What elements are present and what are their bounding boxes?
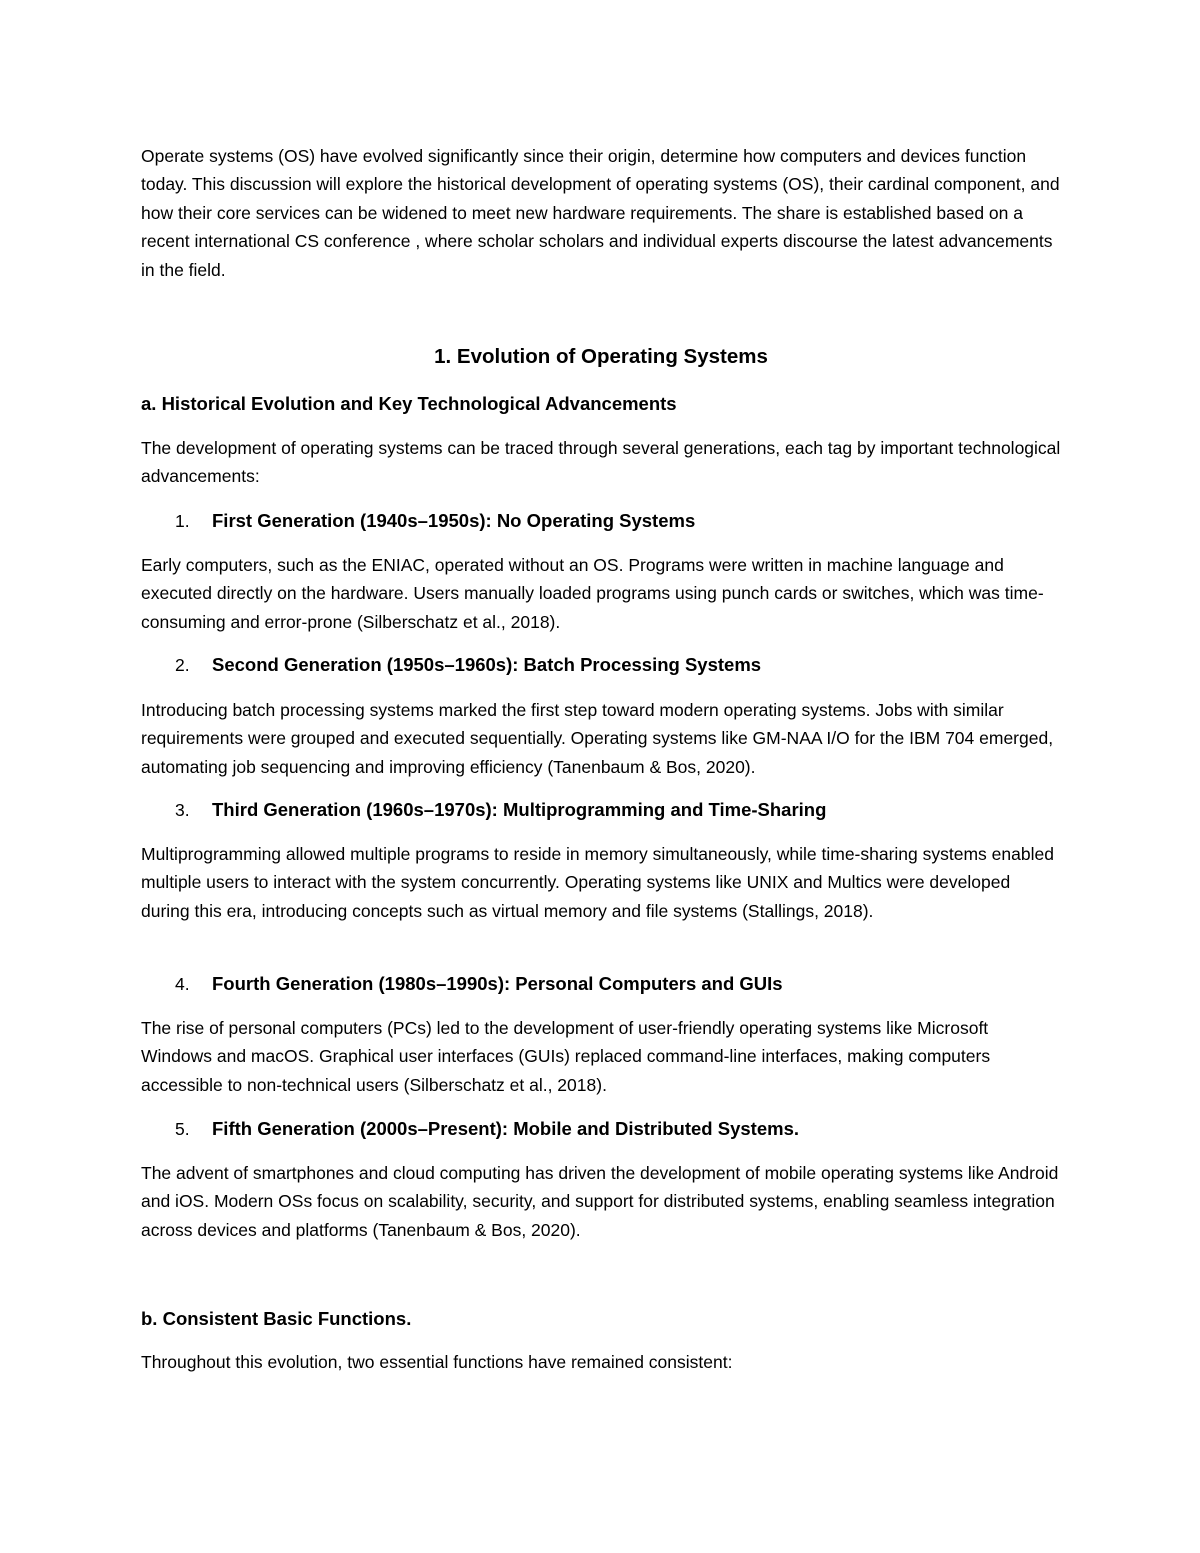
generation-body: The rise of personal computers (PCs) led to the development of user-friendly operating systems like Microsoft Windows and macOS. Graphical user interfaces (GUIs) replaced command-line interfaces, making computers accessible to non-technical users (Silberschatz et al., 2018). [141,1018,991,1095]
generation-body: Early computers, such as the ENIAC, operated without an OS. Programs were written in machine language and executed directly on the hardware. Users manually loaded programs using punch cards or switches, which was time-consuming and error-prone (Silberschatz et al., 2018). [141,555,1044,632]
generation-heading [175,1115,1075,1143]
subsection-a-lead: The development of operating systems can be traced through several generations, each tag by important technological advancements: [141,438,1061,487]
generation-heading [175,651,1075,679]
generation-body: Multiprogramming allowed multiple programs to reside in memory simultaneously, while time-sharing systems enabled multiple users to interact with the system concurrently. Operating systems like UNIX and Multics were developed during this era, introducing concepts such as virtual memory and file systems (Stallings, 2018). [141,844,1054,921]
generation-heading [175,507,1075,535]
generation-body: Introducing batch processing systems marked the first step toward modern operating systems. Jobs with similar requirements were grouped and executed sequentially. Operating systems like GM-NAA I/O for the IBM 704 emerged, automating job sequencing and improving efficiency (Tanenbaum & Bos, 2020). [141,700,1054,777]
generation-heading [175,970,1075,998]
section-title: 1. Evolution of Operating Systems [434,345,768,368]
list-number: 5. [175,1119,190,1139]
list-number: 2. [175,655,190,675]
generation-title: Fourth Generation (1980s–1990s): Personal Computers and GUIs [212,973,783,994]
generation-title: Third Generation (1960s–1970s): Multiprogramming and Time-Sharing [212,799,827,820]
generation-heading [175,796,1075,824]
list-number: 3. [175,800,190,820]
generation-title: Second Generation (1950s–1960s): Batch Processing Systems [212,654,762,675]
subsection-b-title: b. Consistent Basic Functions. [141,1308,412,1329]
generation-title: Fifth Generation (2000s–Present): Mobile and Distributed Systems. [212,1118,799,1139]
generation-body: The advent of smartphones and cloud computing has driven the development of mobile operating systems like Android and iOS. Modern OSs focus on scalability, security, and support for distributed systems, enabling seamless integration across devices and platforms (Tanenbaum & Bos, 2020). [141,1163,1059,1240]
intro-paragraph: Operate systems (OS) have evolved significantly since their origin, determine how computers and devices function today. This discussion will explore the historical development of operating systems (OS), their cardinal component, and how their core services can be widened to meet new hardware requirements. The share is established based on a recent international CS conference , where scholar scholars and individual experts discourse the latest advancements in the field. [141,146,1060,280]
subsection-b-lead: Throughout this evolution, two essential functions have remained consistent: [141,1352,733,1372]
subsection-a-title: a. Historical Evolution and Key Technological Advancements [141,393,677,414]
generation-title: First Generation (1940s–1950s): No Operating Systems [212,510,696,531]
list-number: 4. [175,974,190,994]
list-number: 1. [175,511,190,531]
